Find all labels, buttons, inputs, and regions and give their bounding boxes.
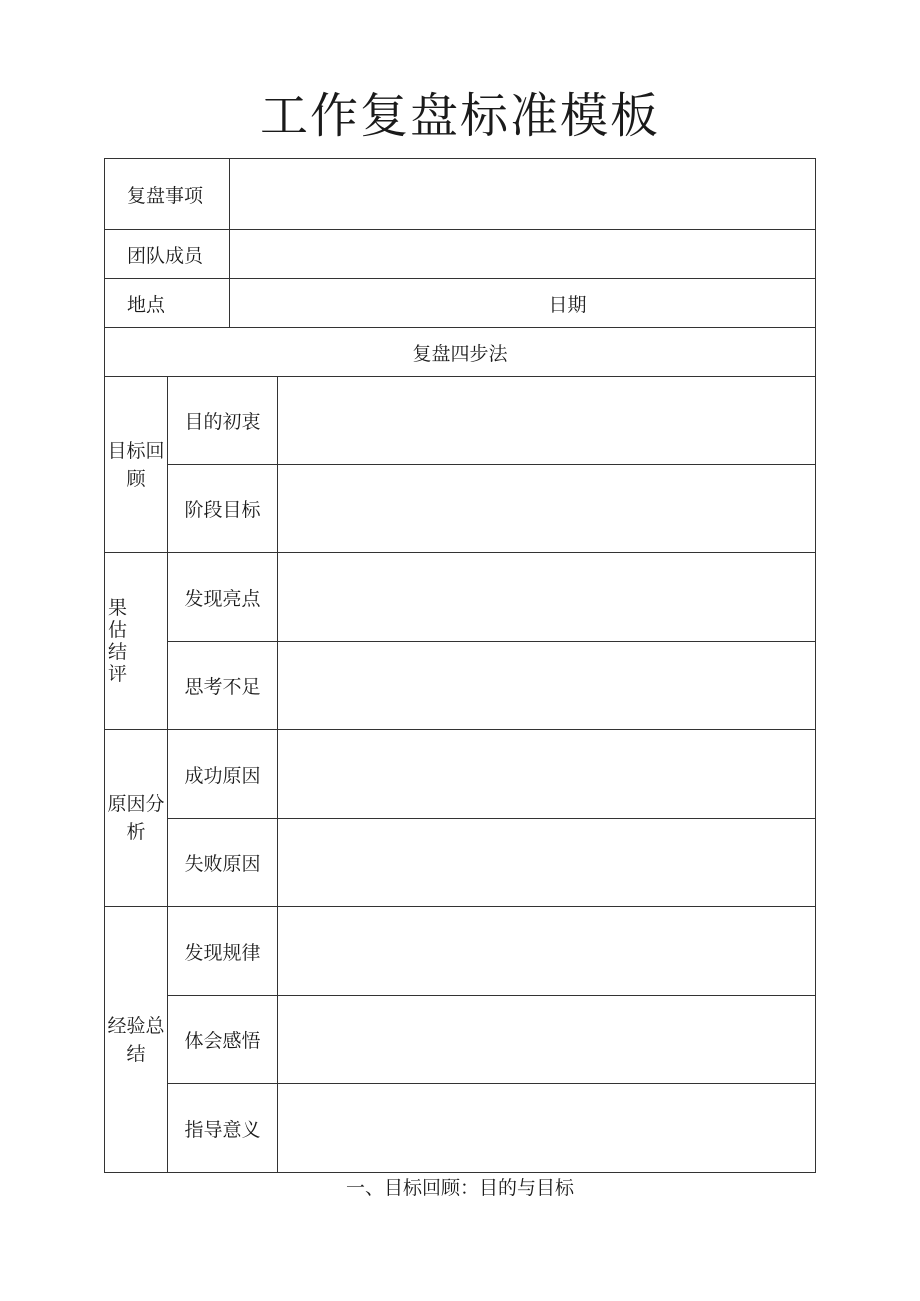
step-row (105, 907, 816, 996)
step-item-value[interactable] (278, 819, 816, 907)
step-item-label: 阶段目标 (168, 465, 278, 553)
section-heading-row (105, 328, 816, 377)
location-label: 地点 (105, 279, 230, 328)
review-form-table (104, 158, 816, 1173)
step-row (105, 819, 816, 907)
step-row (105, 377, 816, 465)
step-item-label: 成功原因 (168, 730, 278, 819)
step-category-char: 结 (108, 641, 128, 663)
location-date-row (105, 279, 816, 328)
review-item-label: 复盘事项 (105, 159, 230, 230)
step-item-value[interactable] (278, 553, 816, 642)
step-row (105, 730, 816, 819)
step-category-char: 评 (108, 663, 128, 685)
date-cell[interactable] (230, 279, 816, 328)
step-item-value[interactable] (278, 1084, 816, 1173)
step-category: 原因分析 (105, 730, 168, 907)
step-item-label: 体会感悟 (168, 996, 278, 1084)
review-item-row (105, 159, 816, 230)
review-item-value[interactable] (230, 159, 816, 230)
step-item-label: 思考不足 (168, 642, 278, 730)
step-category-char: 估 (108, 619, 128, 641)
step-item-value[interactable] (278, 730, 816, 819)
step-row (105, 642, 816, 730)
step-row (105, 996, 816, 1084)
step-item-value[interactable] (278, 907, 816, 996)
step-item-label: 失败原因 (168, 819, 278, 907)
step-item-value[interactable] (278, 377, 816, 465)
step-item-label: 发现规律 (168, 907, 278, 996)
step-item-label: 发现亮点 (168, 553, 278, 642)
step-row (105, 1084, 816, 1173)
step-row (105, 465, 816, 553)
section-one-heading: 一、目标回顾：目的与目标 (345, 1177, 574, 1199)
step-item-label: 目的初衷 (168, 377, 278, 465)
team-members-row (105, 230, 816, 279)
step-item-value[interactable] (278, 996, 816, 1084)
step-row (105, 553, 816, 642)
page-title: 工作复盘标准模板 (259, 88, 660, 144)
step-category-char: 果 (108, 597, 128, 619)
step-category: 目标回顾 (105, 377, 168, 553)
section-heading: 复盘四步法 (105, 328, 816, 377)
step-item-value[interactable] (278, 465, 816, 553)
team-members-value[interactable] (230, 230, 816, 279)
team-members-label: 团队成员 (105, 230, 230, 279)
step-item-label: 指导意义 (168, 1084, 278, 1173)
step-item-value[interactable] (278, 642, 816, 730)
date-label: 日期 (548, 293, 587, 316)
step-category (105, 553, 168, 730)
step-category: 经验总结 (105, 907, 168, 1173)
